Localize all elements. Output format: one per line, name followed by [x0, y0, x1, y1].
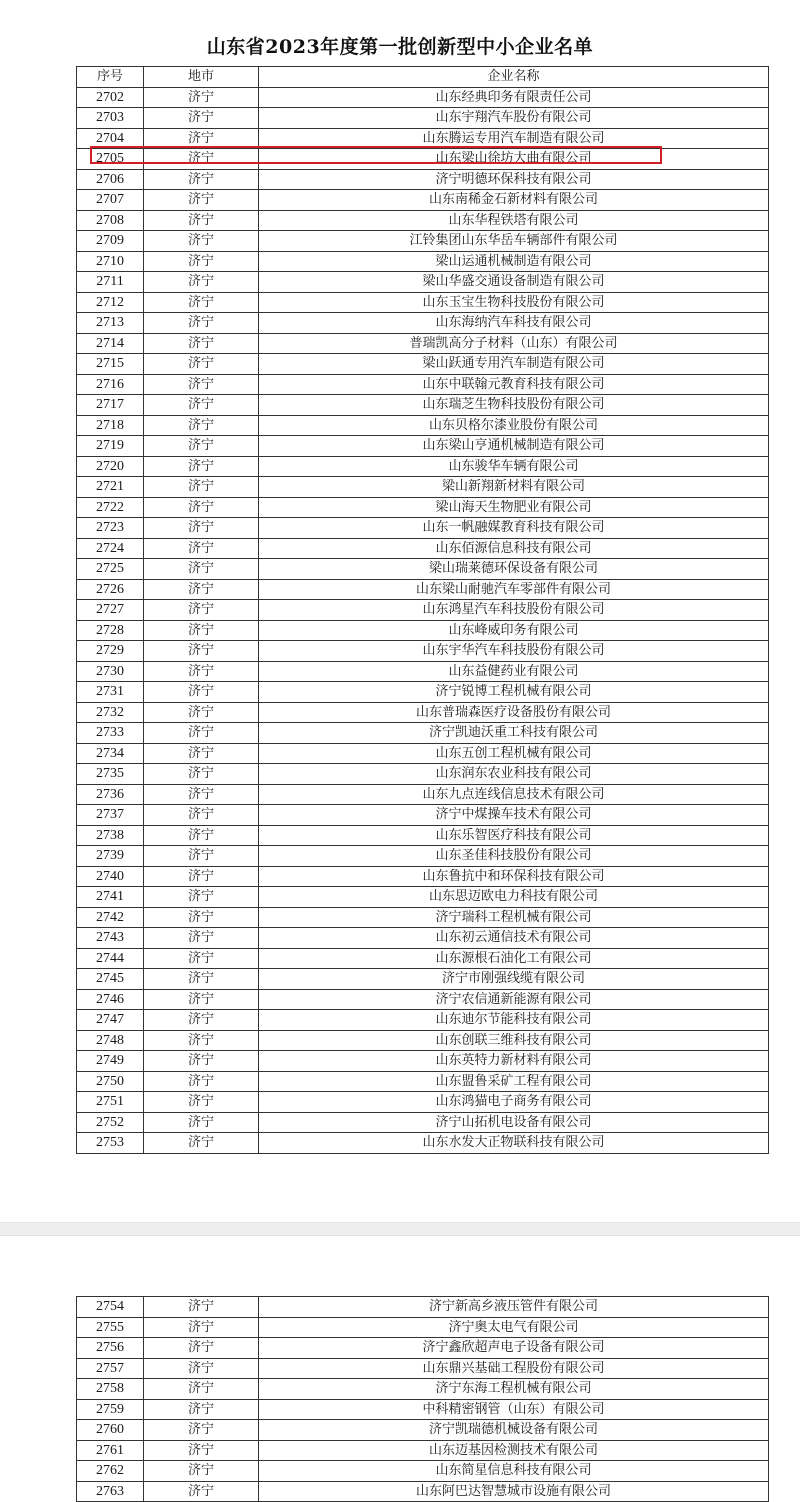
- cell-serial-number: 2758: [77, 1379, 144, 1400]
- cell-city: 济宁: [144, 169, 259, 190]
- table-row: [77, 1051, 769, 1072]
- cell-company-name: 山东宇华汽车科技股份有限公司: [259, 641, 769, 662]
- cell-serial-number: 2742: [77, 907, 144, 928]
- cell-company-name: 山东梁山亨通机械制造有限公司: [259, 436, 769, 457]
- cell-company-name: 山东益健药业有限公司: [259, 661, 769, 682]
- cell-company-name: 山东峰威印务有限公司: [259, 620, 769, 641]
- cell-city: 济宁: [144, 456, 259, 477]
- table-row: [77, 1133, 769, 1154]
- cell-company-name: 济宁市刚强线缆有限公司: [259, 969, 769, 990]
- cell-city: 济宁: [144, 1317, 259, 1338]
- cell-city: 济宁: [144, 1338, 259, 1359]
- cell-company-name: 山东佰源信息科技有限公司: [259, 538, 769, 559]
- cell-company-name: 中科精密钢管（山东）有限公司: [259, 1399, 769, 1420]
- table-row: [77, 1461, 769, 1482]
- cell-serial-number: 2702: [77, 87, 144, 108]
- cell-serial-number: 2739: [77, 846, 144, 867]
- cell-city: 济宁: [144, 661, 259, 682]
- cell-serial-number: 2762: [77, 1461, 144, 1482]
- cell-company-name: 山东润东农业科技有限公司: [259, 764, 769, 785]
- header-city: 地市: [144, 67, 259, 88]
- cell-serial-number: 2751: [77, 1092, 144, 1113]
- table-row: [77, 907, 769, 928]
- cell-serial-number: 2746: [77, 989, 144, 1010]
- cell-serial-number: 2715: [77, 354, 144, 375]
- cell-company-name: 山东南稀金石新材料有限公司: [259, 190, 769, 211]
- cell-company-name: 济宁东海工程机械有限公司: [259, 1379, 769, 1400]
- table-row: [77, 1317, 769, 1338]
- cell-company-name: 江铃集团山东华岳车辆部件有限公司: [259, 231, 769, 252]
- cell-city: 济宁: [144, 641, 259, 662]
- cell-city: 济宁: [144, 1481, 259, 1502]
- cell-city: 济宁: [144, 395, 259, 416]
- cell-serial-number: 2733: [77, 723, 144, 744]
- cell-serial-number: 2722: [77, 497, 144, 518]
- cell-serial-number: 2756: [77, 1338, 144, 1359]
- table-row: [77, 887, 769, 908]
- cell-company-name: 济宁瑞科工程机械有限公司: [259, 907, 769, 928]
- table-row: [77, 1420, 769, 1441]
- company-table-page-1: [76, 66, 769, 1154]
- cell-city: 济宁: [144, 108, 259, 129]
- table-row: [77, 149, 769, 170]
- cell-company-name: 山东盟鲁采矿工程有限公司: [259, 1071, 769, 1092]
- cell-city: 济宁: [144, 1071, 259, 1092]
- cell-company-name: 山东贝格尔漆业股份有限公司: [259, 415, 769, 436]
- cell-company-name: 济宁锐博工程机械有限公司: [259, 682, 769, 703]
- cell-company-name: 山东骏华车辆有限公司: [259, 456, 769, 477]
- cell-company-name: 山东瑞芝生物科技股份有限公司: [259, 395, 769, 416]
- cell-city: 济宁: [144, 518, 259, 539]
- cell-serial-number: 2727: [77, 600, 144, 621]
- cell-serial-number: 2743: [77, 928, 144, 949]
- cell-serial-number: 2712: [77, 292, 144, 313]
- table-row: [77, 600, 769, 621]
- table-row: [77, 702, 769, 723]
- header-company-name: 企业名称: [259, 67, 769, 88]
- table-row: [77, 272, 769, 293]
- table-row: [77, 169, 769, 190]
- cell-serial-number: 2720: [77, 456, 144, 477]
- cell-company-name: 山东初云通信技术有限公司: [259, 928, 769, 949]
- table-row: [77, 518, 769, 539]
- cell-serial-number: 2728: [77, 620, 144, 641]
- cell-serial-number: 2711: [77, 272, 144, 293]
- cell-city: 济宁: [144, 1440, 259, 1461]
- cell-serial-number: 2730: [77, 661, 144, 682]
- table-body-page-2: [77, 1297, 769, 1502]
- cell-company-name: 山东简星信息科技有限公司: [259, 1461, 769, 1482]
- cell-company-name: 济宁山拓机电设备有限公司: [259, 1112, 769, 1133]
- cell-city: 济宁: [144, 1010, 259, 1031]
- table-row: [77, 866, 769, 887]
- cell-company-name: 普瑞凯高分子材料（山东）有限公司: [259, 333, 769, 354]
- table-row: [77, 1399, 769, 1420]
- table-row: [77, 1112, 769, 1133]
- cell-company-name: 山东腾运专用汽车制造有限公司: [259, 128, 769, 149]
- cell-company-name: 梁山跃通专用汽车制造有限公司: [259, 354, 769, 375]
- cell-city: 济宁: [144, 538, 259, 559]
- cell-city: 济宁: [144, 190, 259, 211]
- table-row: [77, 1481, 769, 1502]
- table-row: [77, 538, 769, 559]
- table-row: [77, 969, 769, 990]
- cell-serial-number: 2738: [77, 825, 144, 846]
- table-row: [77, 87, 769, 108]
- cell-company-name: 梁山华盛交通设备制造有限公司: [259, 272, 769, 293]
- cell-city: 济宁: [144, 1379, 259, 1400]
- table-row: [77, 1379, 769, 1400]
- company-table-page-2: [76, 1296, 769, 1502]
- cell-company-name: 济宁中煤操车技术有限公司: [259, 805, 769, 826]
- cell-company-name: 济宁凯瑞德机械设备有限公司: [259, 1420, 769, 1441]
- table-row: [77, 620, 769, 641]
- table-row: [77, 456, 769, 477]
- cell-city: 济宁: [144, 559, 259, 580]
- cell-serial-number: 2735: [77, 764, 144, 785]
- table-row: [77, 825, 769, 846]
- table-row: [77, 641, 769, 662]
- cell-company-name: 济宁明德环保科技有限公司: [259, 169, 769, 190]
- cell-city: 济宁: [144, 620, 259, 641]
- cell-city: 济宁: [144, 374, 259, 395]
- cell-city: 济宁: [144, 251, 259, 272]
- cell-company-name: 山东宇翔汽车股份有限公司: [259, 108, 769, 129]
- cell-serial-number: 2709: [77, 231, 144, 252]
- table-row: [77, 1010, 769, 1031]
- cell-company-name: 山东五创工程机械有限公司: [259, 743, 769, 764]
- table-row: [77, 1297, 769, 1318]
- cell-serial-number: 2754: [77, 1297, 144, 1318]
- cell-company-name: 济宁凯迪沃重工科技有限公司: [259, 723, 769, 744]
- table-row: [77, 292, 769, 313]
- cell-city: 济宁: [144, 682, 259, 703]
- cell-serial-number: 2713: [77, 313, 144, 334]
- cell-serial-number: 2749: [77, 1051, 144, 1072]
- cell-serial-number: 2718: [77, 415, 144, 436]
- cell-serial-number: 2752: [77, 1112, 144, 1133]
- table-row: [77, 723, 769, 744]
- cell-city: 济宁: [144, 805, 259, 826]
- cell-serial-number: 2714: [77, 333, 144, 354]
- cell-city: 济宁: [144, 764, 259, 785]
- table-row: [77, 231, 769, 252]
- cell-serial-number: 2753: [77, 1133, 144, 1154]
- cell-serial-number: 2747: [77, 1010, 144, 1031]
- cell-serial-number: 2757: [77, 1358, 144, 1379]
- header-serial-number: 序号: [77, 67, 144, 88]
- cell-serial-number: 2729: [77, 641, 144, 662]
- cell-city: 济宁: [144, 292, 259, 313]
- cell-city: 济宁: [144, 743, 259, 764]
- cell-company-name: 山东华程铁塔有限公司: [259, 210, 769, 231]
- cell-company-name: 山东水发大正物联科技有限公司: [259, 1133, 769, 1154]
- cell-serial-number: 2717: [77, 395, 144, 416]
- cell-city: 济宁: [144, 333, 259, 354]
- table-row: [77, 989, 769, 1010]
- table-row: [77, 497, 769, 518]
- cell-company-name: 山东鸿星汽车科技股份有限公司: [259, 600, 769, 621]
- cell-serial-number: 2737: [77, 805, 144, 826]
- cell-company-name: 山东鼎兴基础工程股份有限公司: [259, 1358, 769, 1379]
- cell-city: 济宁: [144, 272, 259, 293]
- cell-serial-number: 2708: [77, 210, 144, 231]
- table-row: [77, 764, 769, 785]
- cell-city: 济宁: [144, 1461, 259, 1482]
- cell-city: 济宁: [144, 128, 259, 149]
- table-row: [77, 928, 769, 949]
- cell-city: 济宁: [144, 1420, 259, 1441]
- table-row: [77, 1071, 769, 1092]
- cell-company-name: 济宁奥太电气有限公司: [259, 1317, 769, 1338]
- cell-company-name: 山东普瑞森医疗设备股份有限公司: [259, 702, 769, 723]
- cell-serial-number: 2745: [77, 969, 144, 990]
- cell-city: 济宁: [144, 948, 259, 969]
- table-row: [77, 333, 769, 354]
- cell-city: 济宁: [144, 1051, 259, 1072]
- cell-city: 济宁: [144, 579, 259, 600]
- table-row: [77, 210, 769, 231]
- cell-city: 济宁: [144, 1092, 259, 1113]
- cell-serial-number: 2748: [77, 1030, 144, 1051]
- cell-serial-number: 2703: [77, 108, 144, 129]
- cell-serial-number: 2759: [77, 1399, 144, 1420]
- cell-serial-number: 2761: [77, 1440, 144, 1461]
- cell-serial-number: 2716: [77, 374, 144, 395]
- table-row: [77, 846, 769, 867]
- cell-serial-number: 2721: [77, 477, 144, 498]
- cell-city: 济宁: [144, 415, 259, 436]
- cell-city: 济宁: [144, 989, 259, 1010]
- cell-company-name: 济宁农信通新能源有限公司: [259, 989, 769, 1010]
- table-row: [77, 784, 769, 805]
- table-row: [77, 436, 769, 457]
- cell-city: 济宁: [144, 866, 259, 887]
- cell-company-name: 山东源根石油化工有限公司: [259, 948, 769, 969]
- table-body-page-1: [77, 87, 769, 1153]
- table-row: [77, 1338, 769, 1359]
- cell-city: 济宁: [144, 907, 259, 928]
- cell-serial-number: 2732: [77, 702, 144, 723]
- cell-city: 济宁: [144, 149, 259, 170]
- table-header-row: [77, 67, 769, 88]
- cell-city: 济宁: [144, 784, 259, 805]
- table-row: [77, 1030, 769, 1051]
- table-row: [77, 1358, 769, 1379]
- page-title: 山东省2023年度第一批创新型中小企业名单: [206, 36, 594, 58]
- cell-company-name: 山东英特力新材料有限公司: [259, 1051, 769, 1072]
- table-row: [77, 108, 769, 129]
- table-row: [77, 661, 769, 682]
- cell-serial-number: 2760: [77, 1420, 144, 1441]
- cell-city: 济宁: [144, 210, 259, 231]
- cell-serial-number: 2710: [77, 251, 144, 272]
- cell-company-name: 山东乐智医疗科技有限公司: [259, 825, 769, 846]
- cell-company-name: 梁山运通机械制造有限公司: [259, 251, 769, 272]
- cell-city: 济宁: [144, 600, 259, 621]
- cell-city: 济宁: [144, 1133, 259, 1154]
- cell-city: 济宁: [144, 436, 259, 457]
- table-row: [77, 579, 769, 600]
- cell-city: 济宁: [144, 1030, 259, 1051]
- cell-city: 济宁: [144, 702, 259, 723]
- table-row: [77, 682, 769, 703]
- cell-city: 济宁: [144, 87, 259, 108]
- cell-serial-number: 2740: [77, 866, 144, 887]
- table-row: [77, 948, 769, 969]
- table-row: [77, 354, 769, 375]
- cell-city: 济宁: [144, 354, 259, 375]
- cell-serial-number: 2706: [77, 169, 144, 190]
- cell-company-name: 山东九点连线信息技术有限公司: [259, 784, 769, 805]
- cell-serial-number: 2719: [77, 436, 144, 457]
- table-row: [77, 1092, 769, 1113]
- table-row: [77, 313, 769, 334]
- cell-city: 济宁: [144, 1112, 259, 1133]
- cell-serial-number: 2755: [77, 1317, 144, 1338]
- cell-serial-number: 2707: [77, 190, 144, 211]
- cell-company-name: 山东玉宝生物科技股份有限公司: [259, 292, 769, 313]
- table-row: [77, 251, 769, 272]
- table-row: [77, 559, 769, 580]
- cell-company-name: 梁山新翔新材料有限公司: [259, 477, 769, 498]
- table-row: [77, 395, 769, 416]
- cell-city: 济宁: [144, 497, 259, 518]
- cell-company-name: 梁山海天生物肥业有限公司: [259, 497, 769, 518]
- cell-company-name: 山东海纳汽车科技有限公司: [259, 313, 769, 334]
- table-row: [77, 477, 769, 498]
- cell-company-name: 山东思迈欧电力科技有限公司: [259, 887, 769, 908]
- cell-company-name: 济宁鑫欣超声电子设备有限公司: [259, 1338, 769, 1359]
- cell-serial-number: 2705: [77, 149, 144, 170]
- table-row: [77, 190, 769, 211]
- cell-company-name: 山东鸿猫电子商务有限公司: [259, 1092, 769, 1113]
- cell-city: 济宁: [144, 1358, 259, 1379]
- page-break-divider: [0, 1222, 800, 1236]
- cell-city: 济宁: [144, 1399, 259, 1420]
- cell-company-name: 山东阿巴达智慧城市设施有限公司: [259, 1481, 769, 1502]
- cell-serial-number: 2734: [77, 743, 144, 764]
- cell-serial-number: 2763: [77, 1481, 144, 1502]
- table-row: [77, 374, 769, 395]
- cell-company-name: 山东迪尔节能科技有限公司: [259, 1010, 769, 1031]
- cell-serial-number: 2744: [77, 948, 144, 969]
- cell-company-name: 山东经典印务有限责任公司: [259, 87, 769, 108]
- cell-company-name: 山东创联三维科技有限公司: [259, 1030, 769, 1051]
- table-row: [77, 415, 769, 436]
- table-row: [77, 1440, 769, 1461]
- cell-city: 济宁: [144, 477, 259, 498]
- cell-city: 济宁: [144, 969, 259, 990]
- table-row: [77, 743, 769, 764]
- cell-city: 济宁: [144, 231, 259, 252]
- cell-company-name: 山东圣佳科技股份有限公司: [259, 846, 769, 867]
- cell-company-name: 山东中联翰元教育科技有限公司: [259, 374, 769, 395]
- cell-serial-number: 2741: [77, 887, 144, 908]
- cell-company-name: 山东迈基因检测技术有限公司: [259, 1440, 769, 1461]
- cell-serial-number: 2723: [77, 518, 144, 539]
- cell-serial-number: 2731: [77, 682, 144, 703]
- cell-serial-number: 2736: [77, 784, 144, 805]
- cell-city: 济宁: [144, 928, 259, 949]
- cell-city: 济宁: [144, 887, 259, 908]
- cell-company-name: 山东梁山徐坊大曲有限公司: [259, 149, 769, 170]
- cell-city: 济宁: [144, 723, 259, 744]
- cell-company-name: 山东梁山耐驰汽车零部件有限公司: [259, 579, 769, 600]
- table-row: [77, 128, 769, 149]
- cell-city: 济宁: [144, 846, 259, 867]
- table-row: [77, 805, 769, 826]
- cell-serial-number: 2726: [77, 579, 144, 600]
- cell-city: 济宁: [144, 313, 259, 334]
- cell-serial-number: 2704: [77, 128, 144, 149]
- cell-serial-number: 2725: [77, 559, 144, 580]
- cell-company-name: 山东鲁抗中和环保科技有限公司: [259, 866, 769, 887]
- cell-company-name: 山东一帆融媒教育科技有限公司: [259, 518, 769, 539]
- cell-city: 济宁: [144, 825, 259, 846]
- cell-company-name: 梁山瑞莱德环保设备有限公司: [259, 559, 769, 580]
- cell-serial-number: 2750: [77, 1071, 144, 1092]
- cell-city: 济宁: [144, 1297, 259, 1318]
- cell-serial-number: 2724: [77, 538, 144, 559]
- cell-company-name: 济宁新高乡液压管件有限公司: [259, 1297, 769, 1318]
